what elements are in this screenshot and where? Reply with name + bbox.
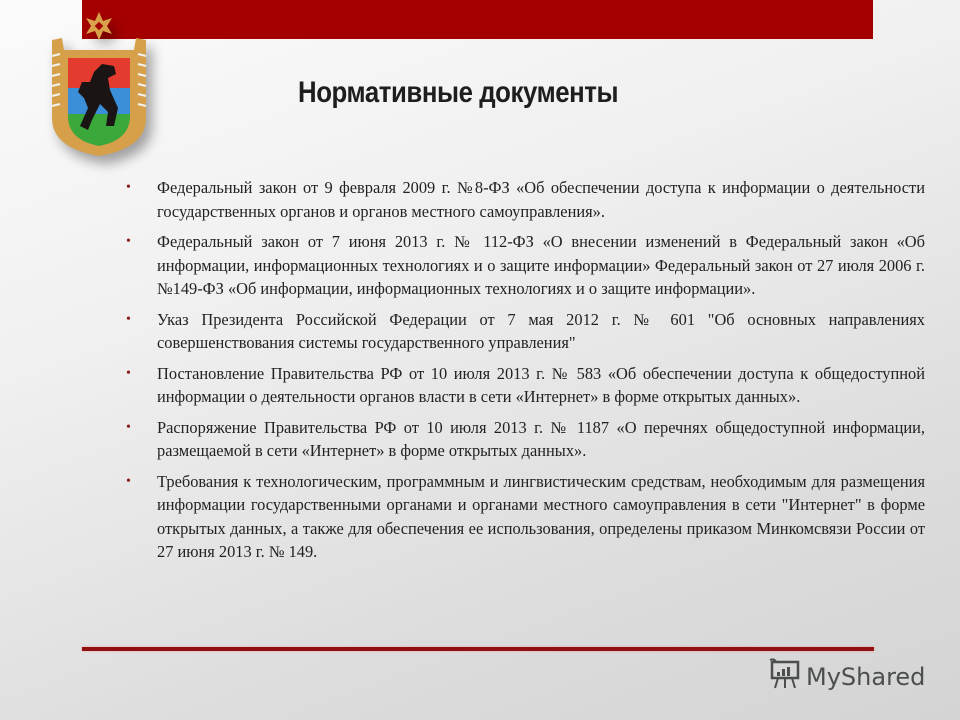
list-item <box>126 308 925 355</box>
bottom-red-line <box>82 647 874 651</box>
bullet-icon: • <box>126 365 131 381</box>
list-item-text: Постановление Правительства РФ от 10 июля 2013 г. № 583 «Об обеспечении доступа к общедоступной информации о деятельности органов власти в сети «Интернет» в форме открытых данных». <box>157 363 925 406</box>
watermark-label: MyShared <box>806 663 926 691</box>
presentation-board-icon <box>768 658 806 696</box>
list-item-text: Федеральный закон от 9 февраля 2009 г. №8-ФЗ «Об обеспечении доступа к информации о деятельности государственных органов и органов местного самоуправления». <box>157 178 925 221</box>
list-item-text: Указ Президента Российской Федерации от 7 мая 2012 г. № 601 "Об основных направлениях совершенствования системы государственного управления" <box>157 309 925 352</box>
top-red-bar <box>82 0 873 39</box>
bullet-icon: • <box>126 180 131 195</box>
bullet-icon: • <box>126 311 131 327</box>
list-item <box>126 416 925 463</box>
bullet-icon: • <box>126 473 131 489</box>
list-item-text: Распоряжение Правительства РФ от 10 июля 2013 г. № 1187 «О перечнях общедоступной информации, размещаемой в сети «Интернет» в форме открытых данных». <box>157 417 925 460</box>
page-title: Нормативные документы <box>298 76 619 109</box>
normative-documents-list <box>126 176 925 571</box>
myshared-watermark[interactable] <box>768 658 925 696</box>
list-item-text: Требования к технологическим, программным и лингвистическим средствам, необходимым для размещения информации государственными органами и органами местного самоуправления в сети "Интернет" в форме открытых данных, а также для обеспечения ее использования, определены приказом Минкомсвязи России от 27 июня 2013 г. № 149. <box>157 471 925 561</box>
bullet-icon: • <box>126 419 131 435</box>
karelia-emblem-icon <box>44 8 154 158</box>
list-item-text: Федеральный закон от 7 июня 2013 г. № 112-ФЗ «О внесении изменений в Федеральный закон «Об информации, информационных технологиях и о защите информации» Федеральный закон от 27 июля 2006 г. №149-ФЗ «Об информации, информационных технологиях и о защите информации». <box>157 232 925 298</box>
bullet-icon: • <box>126 234 131 249</box>
list-item <box>126 230 925 301</box>
list-item <box>126 470 925 564</box>
list-item <box>126 362 925 409</box>
list-item <box>126 176 925 223</box>
